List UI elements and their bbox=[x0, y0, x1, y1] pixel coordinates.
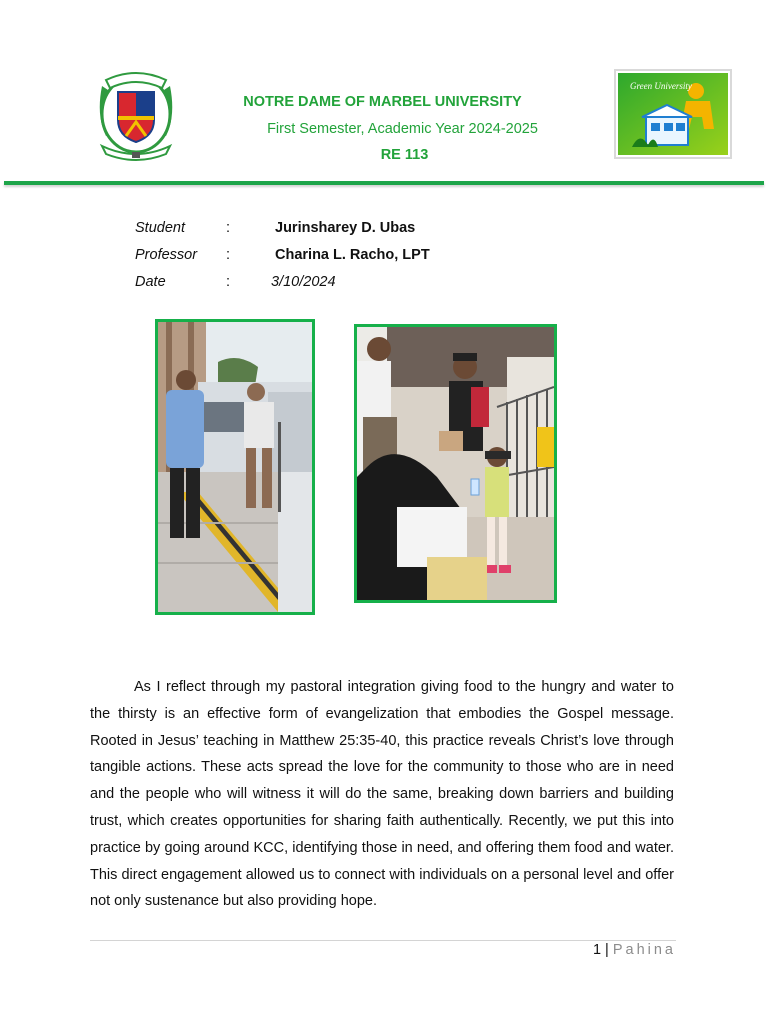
student-name: Jurinsharey D. Ubas bbox=[275, 220, 416, 236]
date-label: Date bbox=[135, 274, 166, 290]
date-value: 3/10/2024 bbox=[271, 274, 336, 290]
green-logo-text: Green University bbox=[630, 81, 692, 91]
reflection-paragraph: As I reflect through my pastoral integration giving food to the hungry and water to the thirsty is an effective form of evangelization that embodies the Gospel message. Rooted in Jesus’ teaching in Matthew 25:35-40, this practice reveals Christ’s love through tangible actions. These acts spread the love for the community to those who are in need and the people who will witness it will do the same, breaking down barriers and building trust, which creates opportunities for sharing faith authentically. Recently, we put this into practice by going around KCC, identifying those in need, and offering them food and water. This direct engagement allowed us to connect with individuals on a personal level and offer not only sustenance but also providing hope. bbox=[90, 679, 674, 910]
semester-line: First Semester, Academic Year 2024-2025 bbox=[267, 121, 538, 137]
student-label: Student bbox=[135, 220, 185, 236]
page-word: Pahina bbox=[612, 942, 676, 958]
course-code: RE 113 bbox=[380, 147, 429, 163]
photo-giving-water-to-child bbox=[354, 324, 557, 603]
student-colon: : bbox=[226, 220, 231, 236]
page-number-value: 1 bbox=[592, 942, 602, 958]
professor-name: Charina L. Racho, LPT bbox=[275, 247, 430, 263]
university-name: NOTRE DAME OF MARBEL UNIVERSITY bbox=[243, 94, 522, 110]
header-divider bbox=[4, 181, 764, 185]
photo-handing-food-to-elderly-man bbox=[155, 319, 315, 615]
green-university-logo-icon bbox=[614, 69, 732, 159]
page-number bbox=[580, 942, 676, 958]
footer-divider bbox=[90, 940, 676, 941]
page-number-separator: | bbox=[601, 942, 613, 958]
date-colon: : bbox=[226, 274, 231, 290]
university-seal-icon bbox=[92, 66, 180, 166]
professor-label: Professor bbox=[135, 247, 198, 263]
professor-colon: : bbox=[226, 247, 231, 263]
